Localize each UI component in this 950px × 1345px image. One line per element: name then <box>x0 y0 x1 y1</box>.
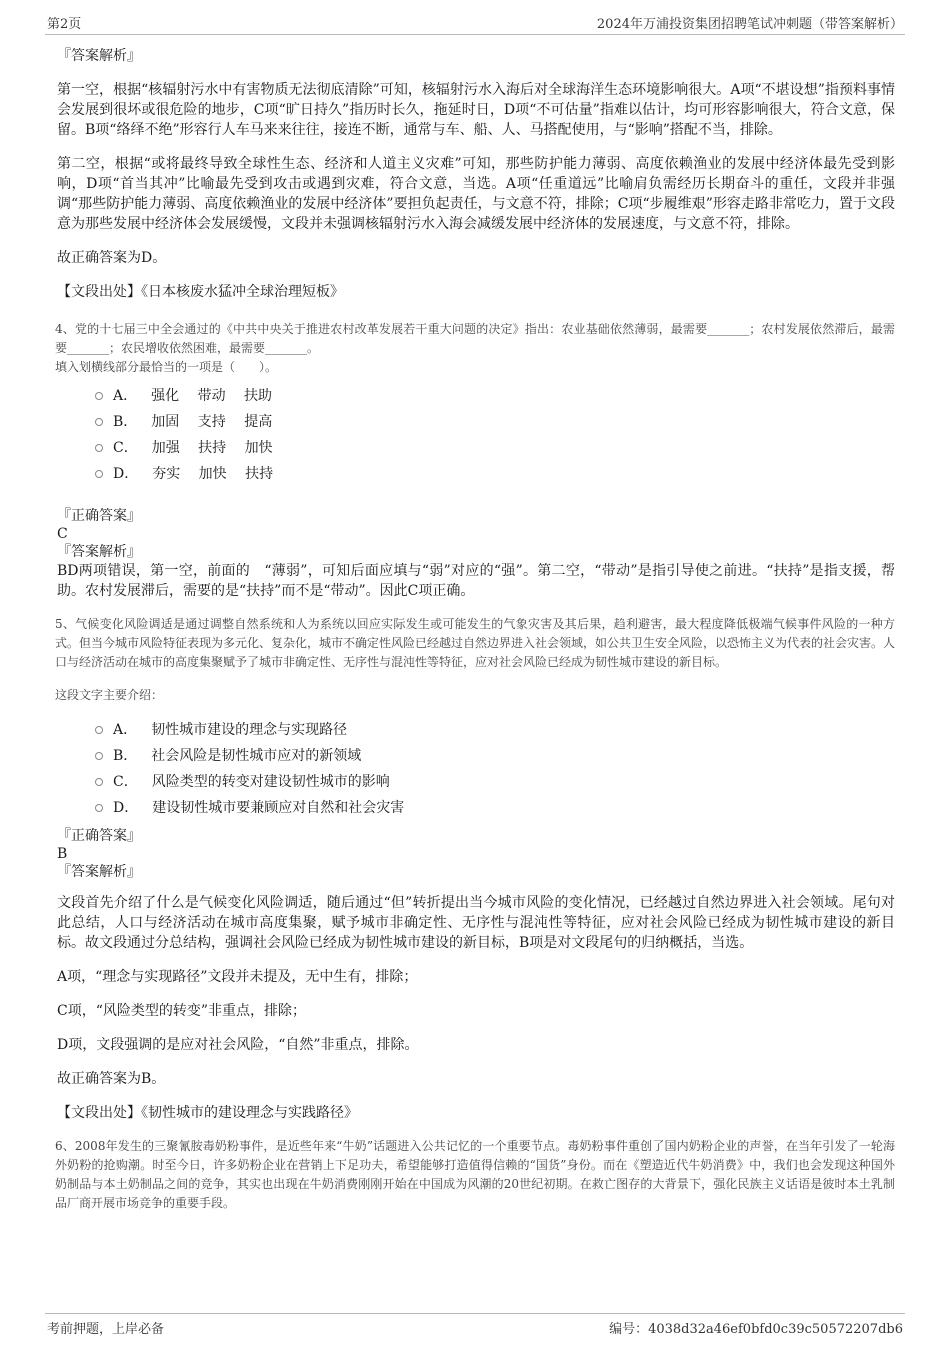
footer-slogan: 考前押题，上岸必备 <box>47 1322 165 1337</box>
q4-instruction: 填入划横线部分最恰当的一项是（ ）。 <box>55 360 278 374</box>
document-id: 编号：4038d32a46ef0bfd0c39c50572207db6 <box>609 1322 903 1337</box>
page-footer <box>45 1313 905 1336</box>
q5-analysis-label: 『答案解析』 <box>57 864 141 880</box>
q6-stem: 6、2008年发生的三聚氰胺毒奶粉事件，是近些年来“牛奶”话题进入公共记忆的一个重要节点。毒奶粉事件重创了国内奶粉企业的声誉，在当年引发了一轮海外奶粉的抢购潮。时至今日，许多奶粉企业在营销上下足功夫，希望能够打造值得信赖的“国货”身份。而在《塑造近代牛奶消费》中，我们也会发现这种国外奶制品与本土奶制品之间的竞争，其实也出现在牛奶消费刚刚开始在中国成为风潮的20世纪初期。在救亡图存的大背景下，强化民族主义话语是彼时本土乳制品厂商开展市场竞争的重要手段。 <box>55 1139 895 1210</box>
radio-icon[interactable] <box>95 804 103 812</box>
q4-analysis: BD两项错误，第一空，前面的 “薄弱”，可知后面应填与“弱”对应的“强”。第二空，“带动”是指引导使之前进。“扶持”是指支援，帮助。农村发展滞后，需要的是“扶持”而不是“带动”。因此C项正确。 <box>57 563 895 599</box>
q4-stem: 4、党的十七届三中全会通过的《中共中央关于推进农村改革发展若干重大问题的决定》指出：农业基础依然薄弱，最需要_______；农村发展依然滞后，最需要_______；农民增收依然困难，最需要_______。 <box>55 322 895 355</box>
q4-option-a[interactable]: A． 强化 带动 扶助 <box>95 383 895 409</box>
radio-icon[interactable] <box>95 470 103 478</box>
q4-option-b[interactable]: B． 加固 支持 提高 <box>95 409 895 435</box>
q5-analysis-para-1: 文段首先介绍了什么是气候变化风险调适，随后通过“但”转折提出当今城市风险的变化情况，已经越过自然边界进入社会领域。尾句对此总结，人口与经济活动在城市高度集聚，赋予城市非确定性、无序性与混沌性等特征，应对社会风险已经成为韧性城市建设的新目标。故文段通过分总结构，强调社会风险已经成为韧性城市建设的新目标，B项是对文段尾句的归纳概括，当选。 <box>57 895 895 951</box>
q3-conclusion: 故正确答案为D。 <box>57 250 167 266</box>
q5-option-d[interactable]: D． 建设韧性城市要兼顾应对自然和社会灾害 <box>95 795 895 821</box>
q4-analysis-label: 『答案解析』 <box>57 544 141 560</box>
q5-option-a[interactable]: A． 韧性城市建设的理念与实现路径 <box>95 717 895 743</box>
q5-answer: B <box>57 846 68 862</box>
document-title: 2024年万浦投资集团招聘笔试冲刺题（带答案解析） <box>596 17 903 32</box>
page-number: 第2页 <box>47 17 82 32</box>
radio-icon[interactable] <box>95 418 103 426</box>
radio-icon[interactable] <box>95 778 103 786</box>
radio-icon[interactable] <box>95 392 103 400</box>
q5-analysis-para-2: A项，“理念与实现路径”文段并未提及，无中生有，排除； <box>57 969 418 985</box>
q5-options <box>95 717 895 821</box>
document-body <box>55 40 895 1213</box>
q5-analysis-para-3: C项，“风险类型的转变”非重点，排除； <box>57 1003 307 1019</box>
q4-answer-label: 『正确答案』 <box>57 508 141 524</box>
q3-source: 【文段出处】《日本核废水猛冲全球治理短板》 <box>57 284 344 300</box>
q5-conclusion: 故正确答案为B。 <box>57 1071 166 1087</box>
q4-option-c[interactable]: C． 加强 扶持 加快 <box>95 435 895 461</box>
q3-analysis-para-1: 第一空，根据“核辐射污水中有害物质无法彻底清除”可知，核辐射污水入海后对全球海洋生态环境影响很大。A项“不堪设想”指预料事情会发展到很坏或很危险的地步，C项“旷日持久”指历时长久，拖延时日，D项“不可估量”指难以估计，均可形容影响很大，符合文意，保留。B项“络绎不绝”形容行人车马来来往往，接连不断，通常与车、船、人、马搭配使用，与“影响”搭配不当，排除。 <box>57 82 895 138</box>
q3-analysis-para-2: 第二空，根据“或将最终导致全球性生态、经济和人道主义灾难”可知，那些防护能力薄弱、高度依赖渔业的发展中经济体最先受到影响，D项“首当其冲”比喻最先受到攻击或遇到灾难，符合文意，当选。A项“任重道远”比喻肩负需经历长期奋斗的重任，文段并非强调“那些防护能力薄弱、高度依赖渔业的发展中经济体”要担负起责任，与文意不符，排除；C项“步履维艰”形容走路非常吃力，置于文段意为那些发展中经济体会发展缓慢，文段并未强调核辐射污水入海会减缓发展中经济体的发展速度，与文意不符，排除。 <box>57 156 895 232</box>
q5-source: 【文段出处】《韧性城市的建设理念与实践路径》 <box>57 1105 358 1121</box>
radio-icon[interactable] <box>95 726 103 734</box>
q5-option-b[interactable]: B． 社会风险是韧性城市应对的新领域 <box>95 743 895 769</box>
q3-analysis-label: 『答案解析』 <box>57 48 141 64</box>
q5-analysis-para-4: D项，文段强调的是应对社会风险，“自然”非重点，排除。 <box>57 1037 419 1053</box>
page-header <box>45 10 905 35</box>
radio-icon[interactable] <box>95 752 103 760</box>
q5-answer-label: 『正确答案』 <box>57 828 141 844</box>
q5-instruction: 这段文字主要介绍： <box>55 688 164 702</box>
q4-answer: C <box>57 526 68 542</box>
q4-options <box>95 383 895 487</box>
radio-icon[interactable] <box>95 444 103 452</box>
q5-stem: 5、气候变化风险调适是通过调整自然系统和人为系统以回应实际发生或可能发生的气象灾害及其后果，趋利避害，最大程度降低极端气候事件风险的一种方式。但当今城市风险特征表现为多元化、复杂化，城市不确定性风险已经越过自然边界进入社会领域，如公共卫生安全风险，以恐怖主义为代表的社会灾害。人口与经济活动在城市的高度集聚赋予了城市非确定性、无序性与混沌性等特征，应对社会风险已经成为韧性城市建设的新目标。 <box>55 617 896 669</box>
q5-option-c[interactable]: C． 风险类型的转变对建设韧性城市的影响 <box>95 769 895 795</box>
q4-option-d[interactable]: D． 夯实 加快 扶持 <box>95 461 895 487</box>
